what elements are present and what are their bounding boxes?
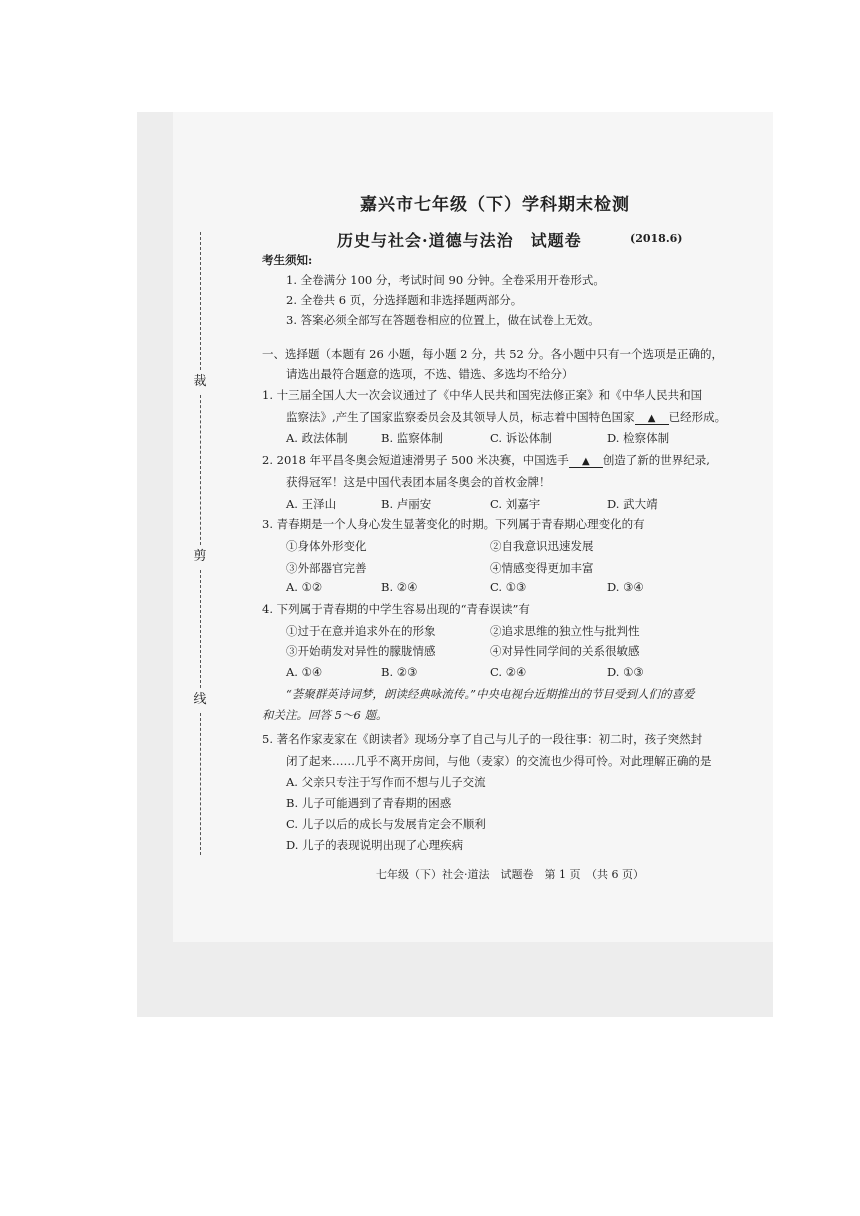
notice-item-2: 2. 全卷共 6 页，分选择题和非选择题两部分。 <box>286 293 523 307</box>
q4-option-d: D. ①③ <box>607 665 644 679</box>
q3-item-3: ③外部器官完善 <box>286 561 367 575</box>
q1-option-d: D. 检察体制 <box>607 431 670 445</box>
q4-item-3: ③开始萌发对异性的朦胧情感 <box>286 644 436 658</box>
notice-heading: 考生须知: <box>262 253 313 267</box>
cut-line-segment-4 <box>200 713 201 855</box>
q3-option-b: B. ②④ <box>381 580 418 594</box>
q3-item-4: ④情感变得更加丰富 <box>490 561 594 575</box>
exam-date: (2018.6) <box>630 232 683 245</box>
q3-option-c: C. ①③ <box>490 580 527 594</box>
q1-stem-line2-tail: 已经形成。 <box>668 410 727 424</box>
page-footer: 七年级（下）社会·道法 试题卷 第 1 页 （共 6 页） <box>376 868 644 881</box>
q4-item-1: ①过于在意并追求外在的形象 <box>286 624 436 638</box>
q3-stem: 3. 青春期是一个人身心发生显著变化的时期。下列属于青春期心理变化的有 <box>262 517 645 531</box>
cut-char-1: 裁 <box>193 374 207 389</box>
q4-item-4: ④对异性同学间的关系很敏感 <box>490 644 640 658</box>
section1-heading: 一、选择题（本题有 26 小题，每小题 2 分，共 52 分。各小题中只有一个选项是正确的， <box>262 347 724 361</box>
q5-option-d: D. 儿子的表现说明出现了心理疾病 <box>286 838 464 852</box>
q2-blank <box>569 453 603 468</box>
q1-stem-line2-text: 监察法》,产生了国家监察委员会及其领导人员，标志着中国特色国家 <box>286 410 635 424</box>
q2-stem-line1-text: 2. 2018 年平昌冬奥会短道速滑男子 500 米决赛，中国选手 <box>262 453 569 467</box>
q2-stem-line2: 获得冠军！这是中国代表团本届冬奥会的首枚金牌！ <box>286 475 551 489</box>
q3-option-a: A. ①② <box>286 580 323 594</box>
q4-stem: 4. 下列属于青春期的中学生容易出现的“青春误读”有 <box>262 602 530 616</box>
q5-option-b: B. 儿子可能遇到了青春期的困惑 <box>286 796 452 810</box>
section1-instructions: 请选出最符合题意的选项，不选、错选、多选均不给分） <box>286 367 574 381</box>
q1-stem-line1: 1. 十三届全国人大一次会议通过了《中华人民共和国宪法修正案》和《中华人民共和国 <box>262 388 703 402</box>
q5-stem-line2: 闭了起来……几乎不离开房间，与他（麦家）的交流也少得可怜。对此理解正确的是 <box>286 754 712 768</box>
q2-stem-line1-tail: 创造了新的世界纪录, <box>602 453 710 467</box>
q2-option-a: A. 王泽山 <box>286 497 337 511</box>
q5-option-a: A. 父亲只专注于写作而不想与儿子交流 <box>286 775 486 789</box>
q1-stem-line2 <box>286 409 726 425</box>
q4-option-b: B. ②③ <box>381 665 418 679</box>
notice-item-3: 3. 答案必须全部写在答题卷相应的位置上，做在试卷上无效。 <box>286 313 600 327</box>
triangle-marker-icon: ▲ <box>647 413 656 424</box>
q1-option-c: C. 诉讼体制 <box>490 431 552 445</box>
q2-option-d: D. 武大靖 <box>607 497 658 511</box>
q3-item-1: ①身体外形变化 <box>286 539 367 553</box>
q5-stem-line1: 5. 著名作家麦家在《朗读者》现场分享了自己与儿子的一段往事：初二时，孩子突然封 <box>262 732 703 746</box>
material-line2: 和关注。回答 5～6 题。 <box>262 708 388 722</box>
q4-option-c: C. ②④ <box>490 665 527 679</box>
q1-blank <box>635 410 669 425</box>
q1-option-b: B. 监察体制 <box>381 431 443 445</box>
triangle-marker-icon: ▲ <box>581 456 590 467</box>
cut-char-2: 剪 <box>193 549 207 564</box>
q3-option-d: D. ③④ <box>607 580 644 594</box>
q3-item-2: ②自我意识迅速发展 <box>490 539 594 553</box>
cut-line-segment-3 <box>200 570 201 688</box>
q2-option-b: B. 卢丽安 <box>381 497 432 511</box>
q5-option-c: C. 儿子以后的成长与发展肯定会不顺利 <box>286 817 486 831</box>
cut-line-segment-2 <box>200 395 201 545</box>
q4-item-2: ②追求思维的独立性与批判性 <box>490 624 640 638</box>
q2-stem-line1 <box>262 452 710 468</box>
notice-item-1: 1. 全卷满分 100 分，考试时间 90 分钟。全卷采用开卷形式。 <box>286 273 605 287</box>
material-line1: “荟聚群英诗词梦，朗读经典咏流传。”中央电视台近期推出的节目受到人们的喜爱 <box>286 687 695 701</box>
q1-option-a: A. 政法体制 <box>286 431 348 445</box>
cut-line-segment-1 <box>200 232 201 370</box>
exam-title: 嘉兴市七年级（下）学科期末检测 <box>360 195 630 215</box>
q4-option-a: A. ①④ <box>286 665 323 679</box>
cut-char-3: 线 <box>193 692 207 707</box>
exam-subtitle: 历史与社会·道德与法治 试题卷 <box>337 231 582 250</box>
q2-option-c: C. 刘嘉宇 <box>490 497 541 511</box>
